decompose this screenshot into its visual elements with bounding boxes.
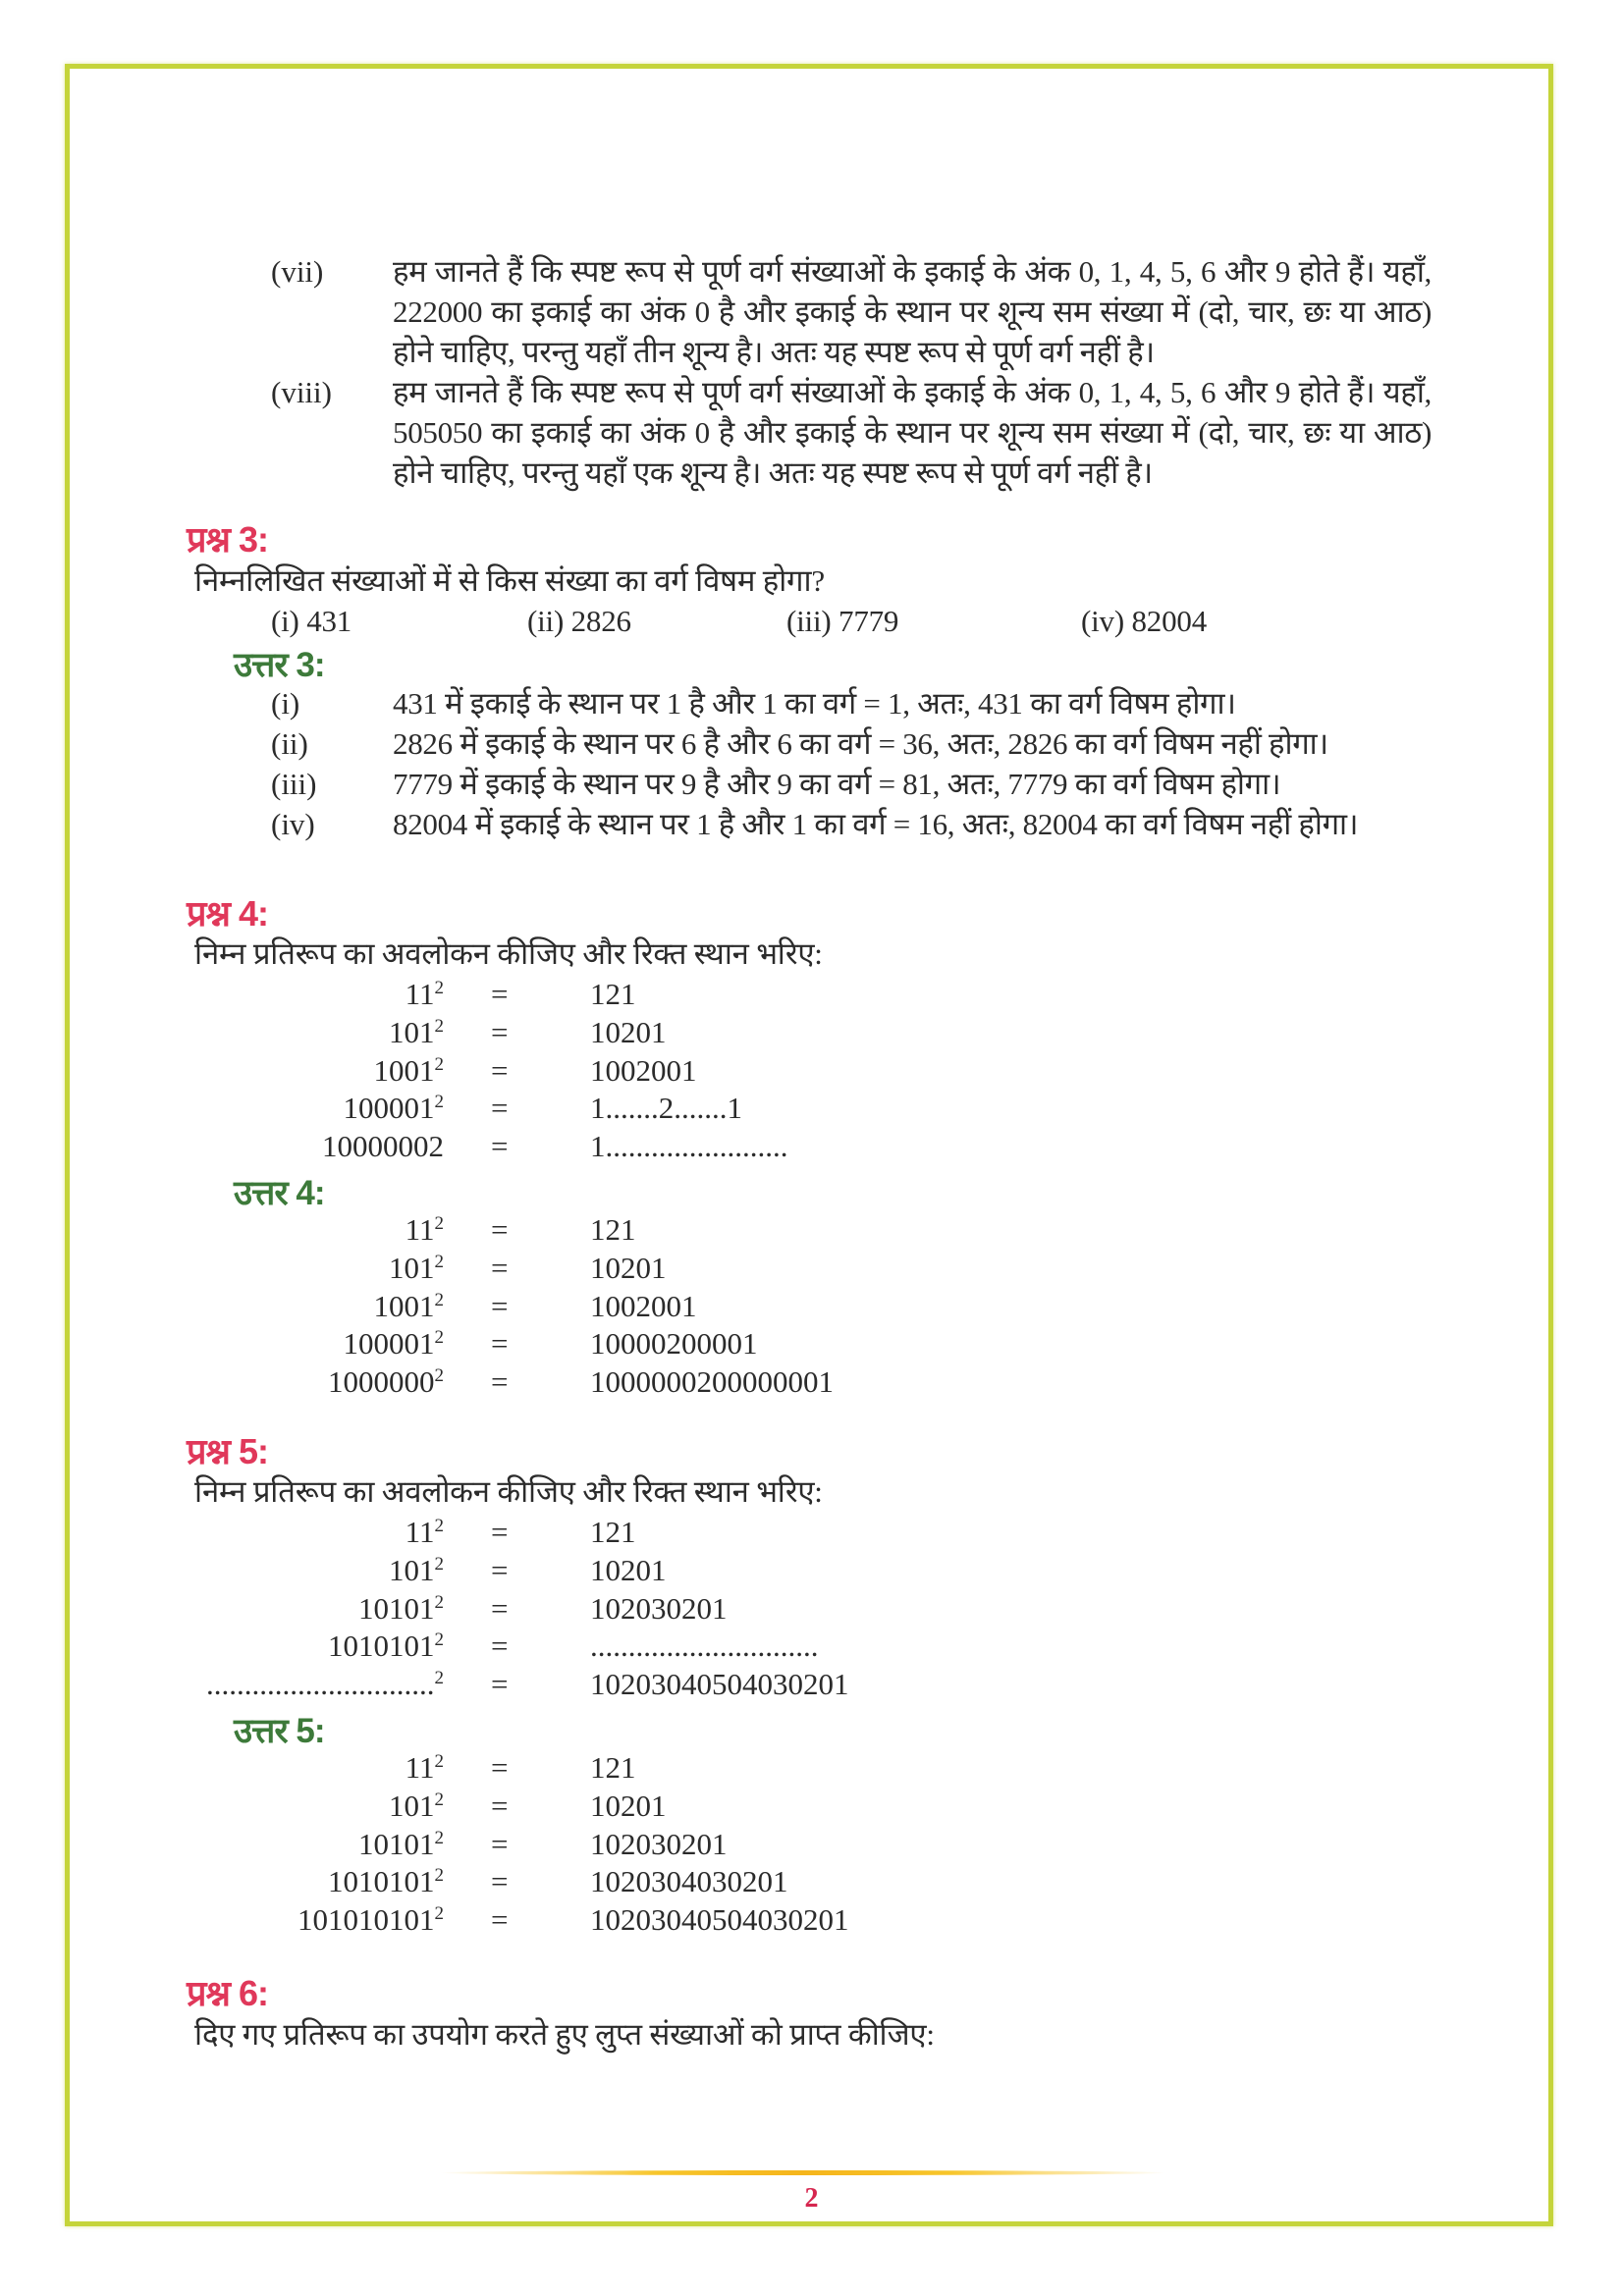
exponent: 2 bbox=[434, 1903, 444, 1925]
pattern-base bbox=[389, 1013, 444, 1051]
equals-sign: = bbox=[491, 1091, 509, 1126]
equals-sign: = bbox=[491, 1629, 509, 1664]
pattern-value: 121 bbox=[590, 1212, 636, 1247]
exponent: 2 bbox=[434, 1213, 444, 1234]
exponent: 2 bbox=[434, 1092, 444, 1113]
pattern-base bbox=[406, 1748, 444, 1787]
pattern-row bbox=[0, 1787, 1623, 1825]
pattern-base bbox=[298, 1900, 444, 1939]
pattern-row bbox=[0, 1627, 1623, 1665]
base-number: 10101 bbox=[358, 1826, 435, 1861]
question-text: दिए गए प्रतिरूप का उपयोग करते हुए लुप्त संख्याओं को प्राप्त कीजिए: bbox=[194, 2017, 935, 2052]
base-number: 11 bbox=[405, 1212, 435, 1247]
exponent: 2 bbox=[434, 1668, 444, 1689]
question-heading: प्रश्न 6: bbox=[187, 1973, 268, 2013]
exponent: 2 bbox=[434, 1591, 444, 1613]
equals-sign: = bbox=[491, 1826, 509, 1861]
base-number: 11 bbox=[405, 1515, 435, 1549]
pattern-base bbox=[206, 1665, 444, 1703]
pattern-value: 10203040504030201 bbox=[590, 1667, 849, 1702]
pattern-base bbox=[389, 1551, 444, 1589]
pattern-row bbox=[0, 1513, 1623, 1551]
pattern-row bbox=[0, 1287, 1623, 1325]
item-label: (vii) bbox=[271, 254, 324, 289]
base-number: 1010101 bbox=[328, 1864, 435, 1899]
answer-label: (iv) bbox=[271, 807, 315, 841]
pattern-value: 102030201 bbox=[590, 1826, 728, 1861]
base-number: 11 bbox=[405, 977, 435, 1011]
pattern-value: 102030201 bbox=[590, 1590, 728, 1626]
exponent: 2 bbox=[434, 1827, 444, 1848]
answer-text: 82004 में इकाई के स्थान पर 1 है और 1 का वर्ग = 16, अतः, 82004 का वर्ग विषम नहीं होगा। bbox=[393, 807, 1359, 841]
pattern-row bbox=[0, 1825, 1623, 1863]
pattern-base bbox=[406, 1210, 444, 1249]
question-text: निम्नलिखित संख्याओं में से किस संख्या का वर्ग विषम होगा? bbox=[194, 563, 825, 598]
pattern-base bbox=[374, 1051, 445, 1090]
pattern-value: 1.......2.......1 bbox=[590, 1091, 742, 1126]
equals-sign: = bbox=[491, 1326, 509, 1362]
exponent: 2 bbox=[434, 1553, 444, 1575]
question-heading: प्रश्न 5: bbox=[187, 1431, 268, 1471]
pattern-row bbox=[0, 1210, 1623, 1249]
exponent: 2 bbox=[434, 1327, 444, 1349]
question-heading: प्रश्न 3: bbox=[187, 519, 268, 560]
base-number: 11 bbox=[405, 1750, 435, 1785]
pattern-base bbox=[328, 1362, 444, 1401]
pattern-base bbox=[389, 1249, 444, 1287]
pattern-value: 10000200001 bbox=[590, 1326, 758, 1362]
pattern-base bbox=[322, 1127, 444, 1165]
option: (iii) 7779 bbox=[786, 604, 899, 638]
base-number: 101 bbox=[389, 1250, 435, 1285]
pattern-value: 10201 bbox=[590, 1250, 667, 1285]
pattern-row bbox=[0, 1862, 1623, 1900]
pattern-row bbox=[0, 1551, 1623, 1589]
option: (iv) 82004 bbox=[1081, 604, 1208, 638]
pattern-value: 1002001 bbox=[590, 1288, 697, 1323]
pattern-row bbox=[0, 1748, 1623, 1787]
exponent: 2 bbox=[434, 1289, 444, 1310]
equals-sign: = bbox=[491, 1364, 509, 1400]
exponent: 2 bbox=[434, 1516, 444, 1536]
equals-sign: = bbox=[491, 1288, 509, 1323]
pattern-row bbox=[0, 1589, 1623, 1628]
equals-sign: = bbox=[491, 1864, 509, 1899]
page-number: 2 bbox=[804, 2183, 819, 2214]
equals-sign: = bbox=[491, 1515, 509, 1549]
pattern-value: 10201 bbox=[590, 1552, 667, 1587]
exponent: 2 bbox=[434, 1789, 444, 1810]
exponent: 2 bbox=[434, 1053, 444, 1075]
question-text: निम्न प्रतिरूप का अवलोकन कीजिए और रिक्त स्थान भरिए: bbox=[194, 936, 823, 971]
pattern-row bbox=[0, 1249, 1623, 1287]
base-number: 101010101 bbox=[298, 1902, 435, 1938]
exponent: 2 bbox=[434, 1015, 444, 1037]
option: (i) 431 bbox=[271, 604, 352, 638]
equals-sign: = bbox=[491, 1014, 509, 1049]
equals-sign: = bbox=[491, 1212, 509, 1247]
answer-text: 7779 में इकाई के स्थान पर 9 है और 9 का वर्ग = 81, अतः, 7779 का वर्ग विषम होगा। bbox=[393, 767, 1281, 801]
pattern-value: 10201 bbox=[590, 1014, 667, 1049]
exponent: 2 bbox=[434, 978, 444, 998]
pattern-value: 121 bbox=[590, 1750, 636, 1785]
question-heading: प्रश्न 4: bbox=[187, 893, 268, 934]
pattern-base bbox=[374, 1287, 445, 1325]
pattern-row bbox=[0, 1013, 1623, 1051]
equals-sign: = bbox=[491, 1129, 509, 1164]
exponent: 2 bbox=[434, 1251, 444, 1272]
base-number: 10000002 bbox=[322, 1129, 444, 1164]
exponent: 2 bbox=[434, 1865, 444, 1887]
option: (ii) 2826 bbox=[527, 604, 631, 638]
base-number: 1010101 bbox=[328, 1629, 435, 1664]
equals-sign: = bbox=[491, 1590, 509, 1626]
pattern-value: 10201 bbox=[590, 1788, 667, 1823]
pattern-value: .............................. bbox=[590, 1629, 819, 1664]
equals-sign: = bbox=[491, 1250, 509, 1285]
pattern-row bbox=[0, 1051, 1623, 1090]
pattern-row bbox=[0, 1362, 1623, 1401]
base-number: 101 bbox=[389, 1552, 435, 1587]
equals-sign: = bbox=[491, 1552, 509, 1587]
pattern-base bbox=[344, 1089, 445, 1127]
pattern-value: 10203040504030201 bbox=[590, 1902, 849, 1938]
answer-text: 2826 में इकाई के स्थान पर 6 है और 6 का वर्ग = 36, अतः, 2826 का वर्ग विषम नहीं होगा। bbox=[393, 726, 1328, 761]
item-label: (viii) bbox=[271, 375, 332, 409]
answer-heading: उत्तर 3: bbox=[234, 646, 325, 684]
base-number: 101 bbox=[389, 1014, 435, 1049]
exponent: 2 bbox=[434, 1751, 444, 1772]
pattern-row bbox=[0, 1324, 1623, 1362]
pattern-base bbox=[328, 1862, 444, 1900]
answer-heading: उत्तर 5: bbox=[234, 1712, 325, 1750]
pattern-base bbox=[406, 1513, 444, 1551]
item-text: हम जानते हैं कि स्पष्ट रूप से पूर्ण वर्ग संख्याओं के इकाई के अंक 0, 1, 4, 5, 6 और 9 होते हैं। यहाँ, 505050 का इकाई का अंक 0 है और इकाई के स्थान पर शून्य सम संख्या में (दो, चार, छः या आठ) होने चाहिए, परन्तु यहाँ एक शून्य है। अतः यह स्पष्ट रूप से पूर्ण वर्ग नहीं है। bbox=[393, 375, 1432, 490]
pattern-value: 1020304030201 bbox=[590, 1864, 788, 1899]
pattern-base bbox=[328, 1627, 444, 1665]
base-number: 101 bbox=[389, 1788, 435, 1823]
base-number: .............................. bbox=[206, 1667, 435, 1702]
base-number: 1001 bbox=[373, 1288, 435, 1323]
pattern-row bbox=[0, 1665, 1623, 1703]
equals-sign: = bbox=[491, 977, 509, 1011]
answer-label: (ii) bbox=[271, 726, 308, 761]
answer-label: (iii) bbox=[271, 767, 317, 801]
pattern-value: 1........................ bbox=[590, 1129, 788, 1164]
base-number: 100001 bbox=[343, 1091, 435, 1126]
exponent: 2 bbox=[434, 1365, 444, 1387]
pattern-value: 1000000200000001 bbox=[590, 1364, 834, 1400]
pattern-row bbox=[0, 1089, 1623, 1127]
equals-sign: = bbox=[491, 1788, 509, 1823]
item-text: हम जानते हैं कि स्पष्ट रूप से पूर्ण वर्ग संख्याओं के इकाई के अंक 0, 1, 4, 5, 6 और 9 होते हैं। यहाँ, 222000 का इकाई का अंक 0 है और इकाई के स्थान पर शून्य सम संख्या में (दो, चार, छः या आठ) होने चाहिए, परन्तु यहाँ तीन शून्य है। अतः यह स्पष्ट रूप से पूर्ण वर्ग नहीं है। bbox=[393, 254, 1432, 369]
pattern-base bbox=[344, 1324, 445, 1362]
equals-sign: = bbox=[491, 1750, 509, 1785]
answer-text: 431 में इकाई के स्थान पर 1 है और 1 का वर्ग = 1, अतः, 431 का वर्ग विषम होगा। bbox=[393, 686, 1236, 721]
pattern-row bbox=[0, 1900, 1623, 1939]
equals-sign: = bbox=[491, 1052, 509, 1088]
base-number: 1000000 bbox=[328, 1364, 435, 1400]
exponent: 2 bbox=[434, 1629, 444, 1651]
answer-heading: उत्तर 4: bbox=[234, 1174, 325, 1212]
pattern-base bbox=[389, 1787, 444, 1825]
base-number: 10101 bbox=[358, 1590, 435, 1626]
pattern-value: 121 bbox=[590, 1515, 636, 1549]
pattern-base bbox=[358, 1589, 444, 1628]
answer-label: (i) bbox=[271, 686, 300, 721]
pattern-base bbox=[358, 1825, 444, 1863]
pattern-row bbox=[0, 975, 1623, 1013]
question-text: निम्न प्रतिरूप का अवलोकन कीजिए और रिक्त स्थान भरिए: bbox=[194, 1474, 823, 1509]
base-number: 100001 bbox=[343, 1326, 435, 1362]
pattern-row bbox=[0, 1127, 1623, 1165]
equals-sign: = bbox=[491, 1902, 509, 1938]
footer-divider bbox=[440, 2170, 1166, 2175]
equals-sign: = bbox=[491, 1667, 509, 1702]
base-number: 1001 bbox=[373, 1052, 435, 1088]
pattern-value: 1002001 bbox=[590, 1052, 697, 1088]
pattern-value: 121 bbox=[590, 977, 636, 1011]
pattern-base bbox=[406, 975, 444, 1013]
